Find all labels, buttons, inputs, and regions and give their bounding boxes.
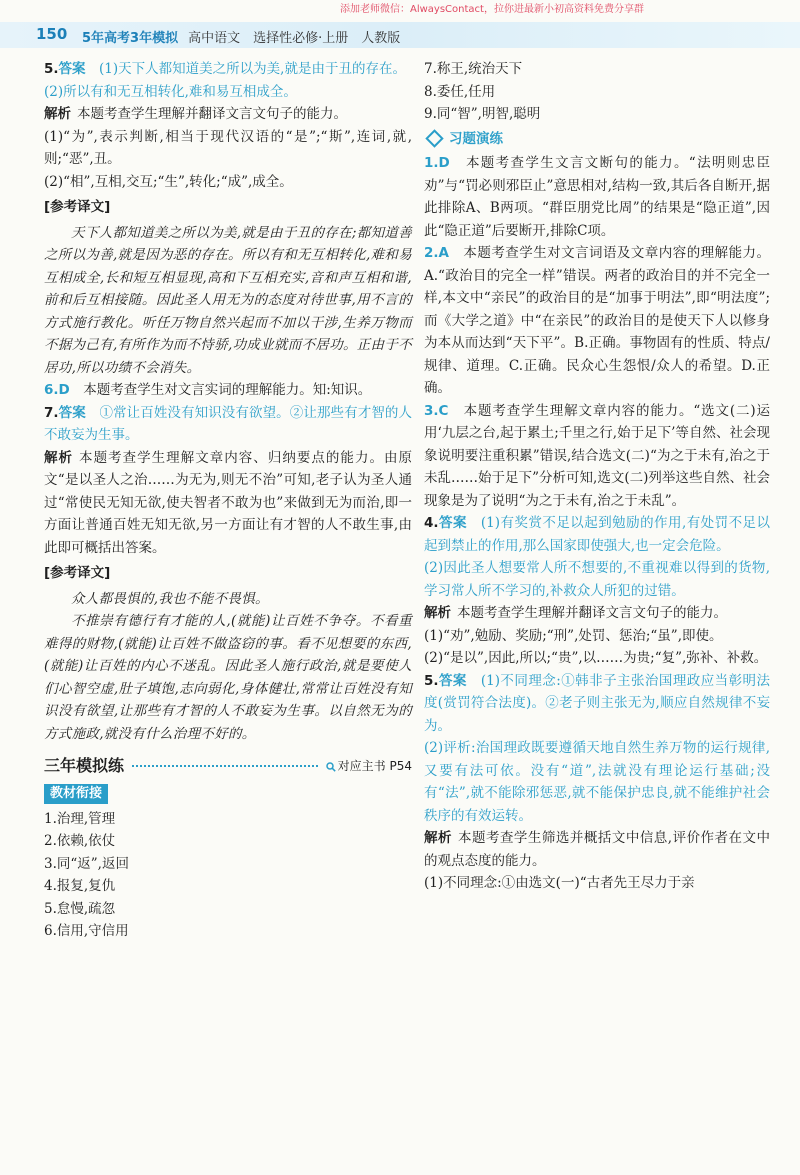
vocab-item: 7.称王,统治天下: [424, 61, 523, 77]
question-text: 本题考查学生文言文断句的能力。“法明则忠臣劝”与“罚必则邪臣止”意思相对,结构一致,其后各自断开,据此排除A、B两项。“群臣朋党比周”的结果是“隐正道”,因此“隐正道”后要断开,排除C项。: [424, 155, 770, 239]
q7-translation-1: 众人都畏惧的,我也不能不畏惧。: [71, 590, 269, 607]
q5-answer-2: (2)所以有和无互相转化,难和易互相成全。: [44, 83, 297, 100]
answer-text: (1)有奖赏不足以起到勉励的作用,有处罚不足以起到禁止的作用,那么国家即使强大,也一定会危险。: [424, 515, 771, 554]
page-header: [0, 22, 800, 48]
analysis-label: 解析: [44, 449, 74, 466]
section-header: [44, 755, 412, 778]
q7-analysis: [44, 447, 412, 560]
r-q4-note-1: (1)“劝”,勉励、奖励;“刑”,处罚、惩治;“虽”,即使。: [424, 627, 723, 644]
vocab-item: 9.同“智”,明智,聪明: [424, 106, 541, 122]
vocab-list: [44, 808, 412, 943]
question-number: 5.: [424, 672, 439, 689]
section-title: 三年模拟练: [44, 756, 125, 775]
q7-answer: [44, 402, 412, 447]
question-number: 7.: [44, 404, 59, 421]
question-text: 本题考查学生对文言词语及文章内容的理解能力。A.“政治目的完全一样”错误。两者的政治目的并不完全一样,本文中“亲民”的政治目的是“加事于明法”,即“明法度”;而《大学之道》中“在亲民”的政治目的是使天下人以修身为本从而达到“天下平”。B.正确。事物固有的性质、特点/规律、道理。C.正确。民众心生怨恨/众人的希望。D.正确。: [424, 245, 771, 396]
r-q5-note-1: (1)不同理念:①由选文(一)“古者先王尽力于亲: [424, 875, 695, 891]
analysis-text: 本题考查学生理解文章内容、归纳要点的能力。由原文“是以圣人之治……为无为,则无不治”可知,老子认为圣人通过“常使民无知无欲,使夫智者不敢为也”来做到无为而治,即一方面让普通百姓无知无欲,另一方面让有才智的人不敢生事,由此即可概括出答案。: [44, 449, 413, 556]
analysis-label: 解析: [424, 605, 451, 621]
q5-note-2: (2)“相”,互相,交互;“生”,转化;“成”,成全。: [44, 173, 293, 190]
r-q4-answer-2: (2)因此圣人想要常人所不想要的,不重视难以得到的货物,学习常人所不学习的,补救众人所犯的过错。: [424, 560, 770, 599]
question-number: 2.A: [424, 245, 449, 261]
search-icon: [326, 762, 336, 772]
reference-label: [参考译文]: [44, 199, 111, 215]
vocab-item: 5.怠慢,疏忽: [44, 900, 116, 917]
r-q4-analysis: [424, 602, 770, 625]
q5-translation: 天下人都知道美之所以为美,就是由于丑的存在;都知道善之所以为善,就是因为恶的存在。所以有和无互相转化,难和易互相成全,长和短互相显现,高和下互相充实,音和声互相和谐,前和后互相接随。因此圣人用无为的态度对待世事,用不言的方式施行教化。听任万物自然兴起而不加以干涉,生养万物而不据为己有,有所作为而不恃骄,功成业就而不居功。正由于不居功,所以功绩不会消失。: [44, 224, 412, 376]
q6: [44, 379, 412, 402]
vocab-item: 2.依赖,依仗: [44, 833, 116, 849]
analysis-text: 本题考查学生理解并翻译文言文句子的能力。: [77, 106, 347, 122]
answer-label: 答案: [58, 404, 86, 421]
section-divider: [132, 765, 318, 767]
analysis-text: 本题考查学生理解并翻译文言文句子的能力。: [457, 605, 727, 621]
section-ref-text: 对应主书 P54: [337, 759, 412, 773]
practice-label: 习题演练: [449, 130, 503, 147]
vocab-item: 3.同“返”,返回: [44, 855, 129, 872]
r-q5-answer-2: (2)评析:治国理政既要遵循天地自然生养万物的运行规律,又要有法可依。没有“道”,法就没有理论运行基础;没有“法”,就不能除邪惩恶,就不能保护忠良,就不能维护社会秩序的有效运转。: [424, 740, 770, 824]
book-info: 高中语文 选择性必修·上册 人教版: [188, 31, 401, 46]
question-number: 5.: [44, 61, 59, 77]
r-q1: [424, 152, 770, 242]
r-q3: [424, 400, 770, 513]
r-q2: [424, 242, 770, 400]
question-number: 1.D: [424, 155, 450, 171]
vocab-list-continued: [424, 58, 770, 126]
q7-translation-2: 不推崇有德行有才能的人,(就能)让百姓不争夺。不看重难得的财物,(就能)让百姓不做盗窃的事。看不见想要的东西,(就能)让百姓的内心不迷乱。因此圣人施行政治,就是要使人们心智空虚,肚子填饱,志向弱化,身体健壮,常常让百姓没有知识没有欲望,让那些有才智的人不敢妄为生事。以自然无为的方式施政,就没有什么治理不好的。: [44, 613, 412, 742]
practice-header: [424, 128, 770, 151]
vocab-item: 1.治理,管理: [44, 810, 116, 827]
watermark-text: 添加老师微信：AlwaysContact，拉你进最新小初高资料免费分享群: [340, 4, 644, 15]
page-number: 150: [36, 25, 68, 43]
r-q4-note-2: (2)“是以”,因此,所以;“贵”,以……为贵;“复”,弥补、补救。: [424, 650, 768, 666]
question-number: 6.D: [44, 382, 70, 398]
textbook-link-tag: 教材衔接: [44, 784, 108, 804]
book-title: [82, 27, 400, 46]
q5-answer: [44, 58, 412, 81]
analysis-text: 本题考查学生筛选并概括文中信息,评价作者在文中的观点态度的能力。: [424, 830, 771, 869]
answer-label: 答案: [58, 61, 86, 77]
answer-label: 答案: [438, 515, 467, 531]
answer-text: (1)不同理念:①韩非子主张治国理政应当彰明法度(赏罚符合法度)。②老子则主张无为,顺应自然规律不妄为。: [424, 672, 771, 734]
answer-text: ①常让百姓没有知识没有欲望。②让那些有才智的人不敢妄为生事。: [44, 404, 413, 443]
answer-label: 答案: [438, 672, 467, 689]
question-text: 本题考查学生理解文章内容的能力。“选文(二)运用‘九层之台,起于累土;千里之行,始于足下’等自然、社会现象说明要注重积累”错误,结合选文(二)“为之于未有,治之于未乱……始于足下”分析可知,选文(二)列举这些自然、社会现象是为了说明“为之于未有,治之于未乱”。: [424, 402, 770, 509]
question-number: 3.C: [424, 402, 449, 419]
r-q5-analysis: [424, 827, 770, 872]
question-text: 本题考查学生对文言实词的理解能力。知:知识。: [83, 382, 372, 398]
analysis-label: 解析: [424, 830, 452, 846]
series-name: 5年高考3年模拟: [82, 31, 179, 46]
answer-text: (1)天下人都知道美之所以为美,就是由于丑的存在。: [99, 61, 406, 77]
r-q5-answer: [424, 670, 770, 738]
vocab-item: 6.信用,守信用: [44, 923, 129, 939]
analysis-label: 解析: [44, 106, 71, 122]
reference-label: [参考译文]: [44, 565, 111, 581]
right-column: [424, 58, 770, 895]
left-column: [44, 58, 412, 943]
q5-analysis: [44, 103, 412, 126]
question-number: 4.: [424, 515, 439, 531]
section-reference: [326, 755, 412, 778]
vocab-item: 4.报复,复仇: [44, 878, 116, 894]
q5-note-1: (1)“为”,表示判断,相当于现代汉语的“是”;“斯”,连词,就,则;“恶”,丑。: [44, 128, 412, 167]
vocab-item: 8.委任,任用: [424, 83, 496, 100]
r-q4-answer: [424, 512, 770, 557]
diamond-icon: [425, 129, 443, 147]
